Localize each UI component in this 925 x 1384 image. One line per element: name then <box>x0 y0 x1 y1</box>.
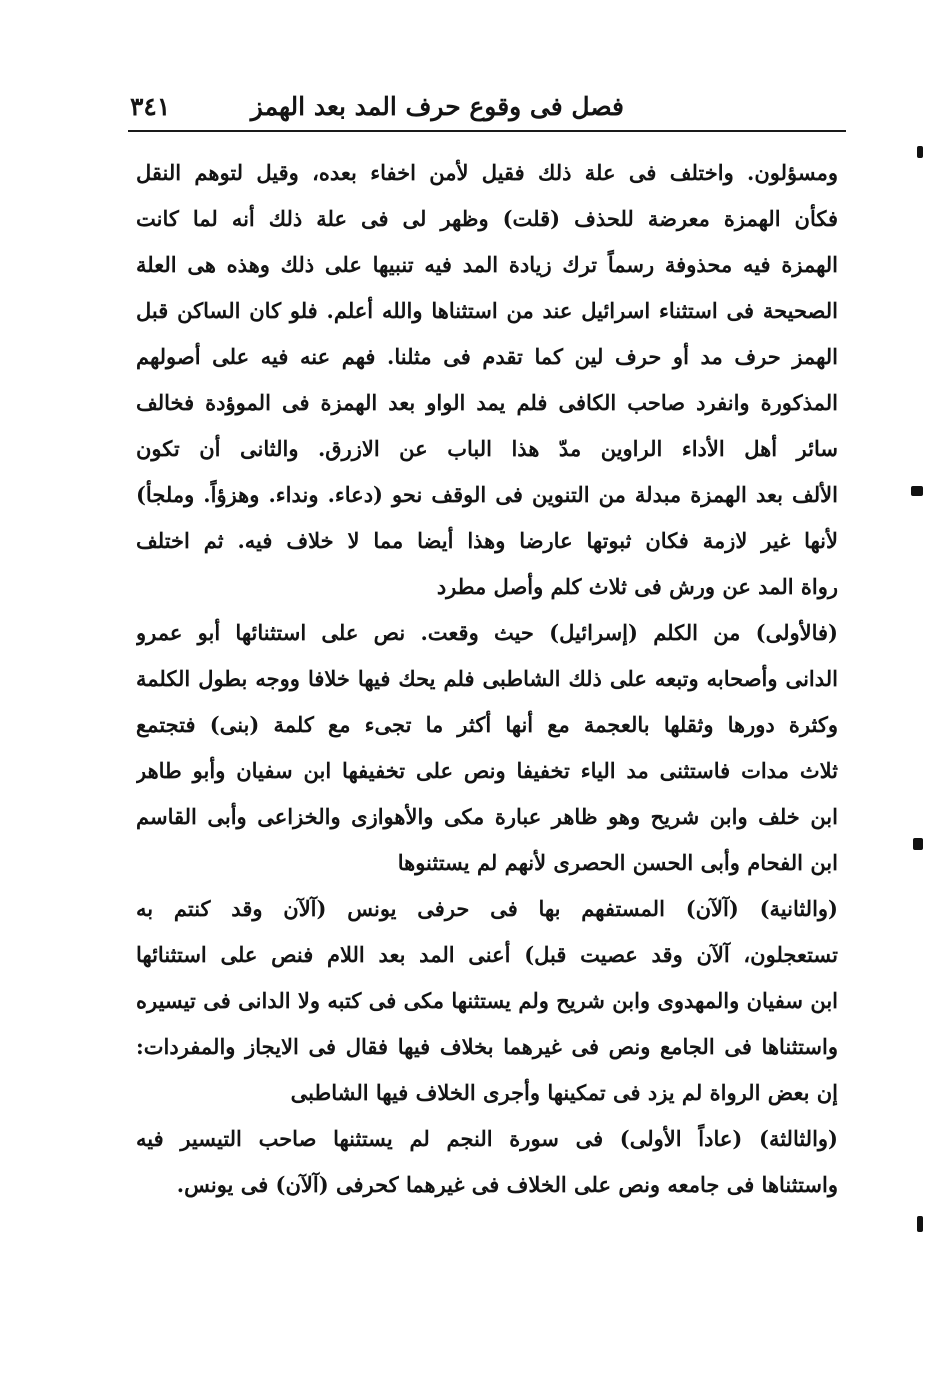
text-line: (فالأولى) من الكلم (إسرائيل) حيث وقعت. نص على استثنائها أبو عمرو <box>136 620 838 645</box>
text-line: تستعجلون، آلآن وقد عصيت قبل) أعنى المد بعد اللام فنص على استثنائها <box>136 942 838 967</box>
text-line: الهمز حرف مد أو حرف لين كما تقدم فى مثلنا. فهم عنه فيه على أصولهم <box>136 344 838 369</box>
text-line: واستثناها فى جامعه ونص على الخلاف فى غيرهما كحرفى (آلآن) فى يونس. <box>176 1172 838 1197</box>
scan-edge-mark <box>913 838 923 850</box>
scan-edge-mark <box>911 486 923 496</box>
text-line: ابن الفحام وأبى الحسن الحصرى لأنهم لم يستثنوها <box>397 850 838 875</box>
scan-edge-mark <box>917 146 923 158</box>
text-line: الدانى وأصحابه وتبعه على ذلك الشاطبى فلم يحك فيها خلافا ووجه بطول الكلمة <box>136 666 838 691</box>
text-line: وكثرة دورها وثقلها بالعجمة مع أنها أكثر ما تجىء مع كلمة (بنى) فتجتمع <box>136 712 838 737</box>
text-line: ومسؤلون. واختلف فى علة ذلك فقيل لأمن اخفاء بعده، وقيل لتوهم النقل <box>136 160 838 185</box>
text-line: لأنها غير لازمة فكان ثبوتها عارضا وهذا أيضا مما لا خلاف فيه. ثم اختلف <box>136 528 838 553</box>
scan-edge-mark <box>917 1216 923 1232</box>
text-line: الألف بعد الهمزة مبدلة من التنوين فى الوقف نحو (دعاء. ونداء. وهزؤاً. وملجأ) <box>136 482 838 507</box>
page-number: ٣٤١ <box>130 91 171 121</box>
text-line: المذكورة وانفرد صاحب الكافى فلم يمد الواو بعد الهمزة فى الموؤدة فخالف <box>136 390 838 415</box>
text-line: ابن خلف وابن شريح وهو ظاهر عبارة مكى والأهوازى والخزاعى وأبى القاسم <box>136 804 838 829</box>
text-line: ابن سفيان والمهدوى وابن شريح ولم يستثنها مكى فى كتبه ولا الدانى فى تيسيره <box>136 988 838 1013</box>
running-title: فصل فى وقوع حرف المد بعد الهمز <box>250 91 624 121</box>
text-line: فكأن الهمزة معرضة للحذف (قلت) وظهر لى فى علة ذلك أنه لما كانت <box>136 206 838 231</box>
text-line: إن بعض الرواة لم يزد فى تمكينها وأجرى الخلاف فيها الشاطبى <box>290 1080 838 1105</box>
text-line: ثلاث مدات فاستثنى مد الياء تخفيفا ونص على تخفيفها ابن سفيان وأبو طاهر <box>136 758 838 783</box>
text-line: (والثالثة) (عاداً الأولى) فى سورة النجم لم يستثنها صاحب التيسير فيه <box>136 1126 838 1151</box>
text-line: رواة المد عن ورش فى ثلاث كلم وأصل مطرد <box>436 574 838 599</box>
text-line: الصحيحة فى استثناء اسرائيل عند من استثناها والله أعلم. فلو كان الساكن قبل <box>136 298 838 323</box>
text-line: واستثناها فى الجامع ونص فى غيرهما بخلاف فيها فقال فى الايجاز والمفردات: <box>136 1034 838 1059</box>
text-line: سائر أهل الأداء الراوين مدّ هذا الباب عن الازرق. والثانى أن تكون <box>136 436 838 461</box>
text-line: الهمزة فيه محذوفة رسماً ترك زيادة المد فيه تنبيها على ذلك وهذه هى العلة <box>136 252 838 277</box>
page-header <box>130 86 842 126</box>
text-line: (والثانية) (آلآن) المستفهم بها فى حرفى يونس (آلآن وقد كنتم به <box>136 896 838 921</box>
header-rule <box>128 130 846 132</box>
body-text <box>136 150 838 1208</box>
